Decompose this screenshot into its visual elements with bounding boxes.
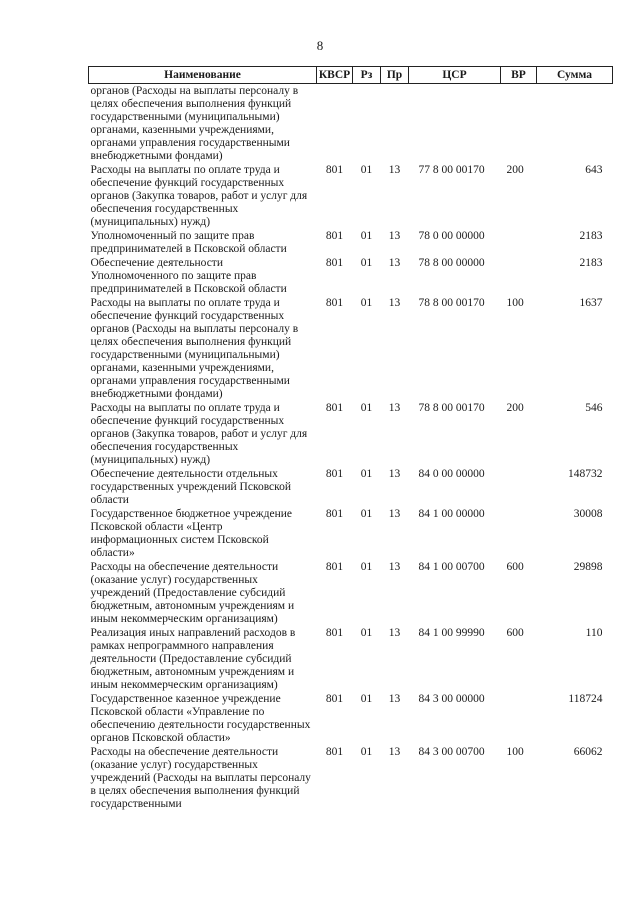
row-csr: 77 8 00 00170: [418, 164, 485, 176]
row-csr: [409, 84, 501, 164]
row-name: Расходы на выплаты по оплате труда и обеспечение функций государственных органов (Расходы на выплаты персоналу в целях обеспечения выполнения функций государственными (муниципальными) органами, казенными учреждениями, органами управления государственными внебюджетными фондами): [90, 297, 299, 400]
row-vr: [501, 229, 537, 256]
row-kvsr: 801: [325, 164, 344, 176]
row-csr: 84 0 00 00000: [418, 468, 485, 480]
row-kvsr: 801: [325, 297, 344, 309]
row-csr: 84 1 00 00000: [418, 508, 485, 520]
row-csr: 78 8 00 00170: [418, 297, 485, 309]
table-row: [89, 745, 613, 811]
row-rz: 01: [360, 746, 373, 758]
row-vr: 100: [506, 746, 524, 758]
row-pr: 13: [388, 627, 401, 639]
row-vr: 200: [506, 164, 524, 176]
row-name: Расходы на выплаты по оплате труда и обеспечение функций государственных органов (Закупка товаров, работ и услуг для обеспечения государственных (муниципальных) нужд): [90, 164, 308, 228]
row-rz: 01: [360, 164, 373, 176]
table-header: [89, 67, 613, 84]
row-csr: 78 0 00 00000: [418, 230, 485, 242]
row-sum: 118724: [568, 693, 603, 705]
row-kvsr: 801: [325, 746, 344, 758]
row-sum: 2183: [579, 257, 603, 269]
row-csr: 84 3 00 00700: [418, 746, 485, 758]
row-kvsr: 801: [325, 257, 344, 269]
row-name: Обеспечение деятельности Уполномоченного по защите прав предпринимателей в Псковской области: [90, 257, 287, 295]
table-row: [89, 84, 613, 164]
budget-table: [88, 66, 613, 811]
row-pr: 13: [388, 561, 401, 573]
row-rz: 01: [360, 627, 373, 639]
row-vr: [501, 84, 537, 164]
row-sum: 30008: [573, 508, 603, 520]
row-csr: 84 1 00 00700: [418, 561, 485, 573]
row-kvsr: 801: [325, 561, 344, 573]
row-csr: 78 8 00 00000: [418, 257, 485, 269]
row-sum: 546: [585, 402, 603, 414]
row-name: Расходы на обеспечение деятельности (оказание услуг) государственных учреждений (Расходы на выплаты персоналу в целях обеспечения выполнения функций государственными: [90, 746, 311, 810]
table-row: [89, 163, 613, 229]
table-row: [89, 296, 613, 401]
row-pr: 13: [388, 257, 401, 269]
row-sum: 1637: [579, 297, 603, 309]
header-rz: Рз: [353, 67, 381, 84]
page-number: 8: [316, 38, 324, 53]
table-row: [89, 467, 613, 507]
row-name: Расходы на выплаты по оплате труда и обеспечение функций государственных органов (Закупка товаров, работ и услуг для обеспечения государственных (муниципальных) нужд): [90, 402, 308, 466]
row-pr: 13: [388, 746, 401, 758]
row-kvsr: 801: [325, 230, 344, 242]
row-sum: 2183: [579, 230, 603, 242]
table-row: [89, 692, 613, 745]
row-rz: 01: [360, 257, 373, 269]
row-rz: 01: [360, 468, 373, 480]
row-name: Государственное бюджетное учреждение Псковской области «Центр информационных систем Псковской области»: [90, 508, 292, 559]
row-name: органов (Расходы на выплаты персоналу в целях обеспечения выполнения функций государственными (муниципальными) органами, казенными учреждениями, органами управления государственными внебюджетными фондами): [90, 85, 299, 162]
row-rz: 01: [360, 297, 373, 309]
row-pr: 13: [388, 402, 401, 414]
header-vr: ВР: [501, 67, 537, 84]
row-kvsr: 801: [325, 693, 344, 705]
table-row: [89, 229, 613, 256]
row-sum: 29898: [573, 561, 603, 573]
row-sum: 110: [585, 627, 603, 639]
row-vr: [501, 507, 537, 560]
row-rz: 01: [360, 508, 373, 520]
row-kvsr: 801: [325, 402, 344, 414]
row-pr: 13: [388, 230, 401, 242]
row-vr: [501, 256, 537, 296]
header-pr: Пр: [381, 67, 409, 84]
row-csr: 78 8 00 00170: [418, 402, 485, 414]
row-pr: 13: [388, 164, 401, 176]
table-row: [89, 560, 613, 626]
row-rz: [353, 84, 381, 164]
row-kvsr: [317, 84, 353, 164]
row-name: Расходы на обеспечение деятельности (оказание услуг) государственных учреждений (Предоставление субсидий бюджетным, автономным учреждениям и иным некоммерческим организациям): [90, 561, 295, 625]
row-vr: 100: [506, 297, 524, 309]
table-row: [89, 401, 613, 467]
row-name: Обеспечение деятельности отдельных государственных учреждений Псковской области: [90, 468, 292, 506]
row-name: Реализация иных направлений расходов в рамках непрограммного направления деятельности (Предоставление субсидий бюджетным, автономным учреждениям и иным некоммерческим организациям): [90, 627, 296, 691]
row-vr: 600: [506, 627, 524, 639]
row-pr: 13: [388, 297, 401, 309]
row-sum: 66062: [573, 746, 603, 758]
row-rz: 01: [360, 693, 373, 705]
row-kvsr: 801: [325, 468, 344, 480]
row-kvsr: 801: [325, 508, 344, 520]
row-csr: 84 3 00 00000: [418, 693, 485, 705]
row-pr: 13: [388, 508, 401, 520]
row-sum: 148732: [568, 468, 603, 480]
row-sum: 643: [585, 164, 603, 176]
row-rz: 01: [360, 230, 373, 242]
table-row: [89, 256, 613, 296]
row-name: Уполномоченный по защите прав предпринимателей в Псковской области: [90, 230, 287, 255]
row-csr: 84 1 00 99990: [418, 627, 485, 639]
row-name: Государственное казенное учреждение Псковской области «Управление по обеспечению деятельности государственных органов Псковской области»: [90, 693, 311, 744]
row-kvsr: 801: [325, 627, 344, 639]
table-body: [89, 84, 613, 812]
row-pr: 13: [388, 693, 401, 705]
header-kvsr: КВСР: [317, 67, 353, 84]
header-csr: ЦСР: [409, 67, 501, 84]
header-name: Наименование: [89, 67, 317, 84]
row-vr: 200: [506, 402, 524, 414]
row-pr: [381, 84, 409, 164]
row-pr: 13: [388, 468, 401, 480]
row-rz: 01: [360, 561, 373, 573]
table-row: [89, 507, 613, 560]
row-rz: 01: [360, 402, 373, 414]
table-row: [89, 626, 613, 692]
row-vr: [501, 467, 537, 507]
row-vr: 600: [506, 561, 524, 573]
row-vr: [501, 692, 537, 745]
row-sum: [537, 84, 613, 164]
header-sum: Сумма: [537, 67, 613, 84]
